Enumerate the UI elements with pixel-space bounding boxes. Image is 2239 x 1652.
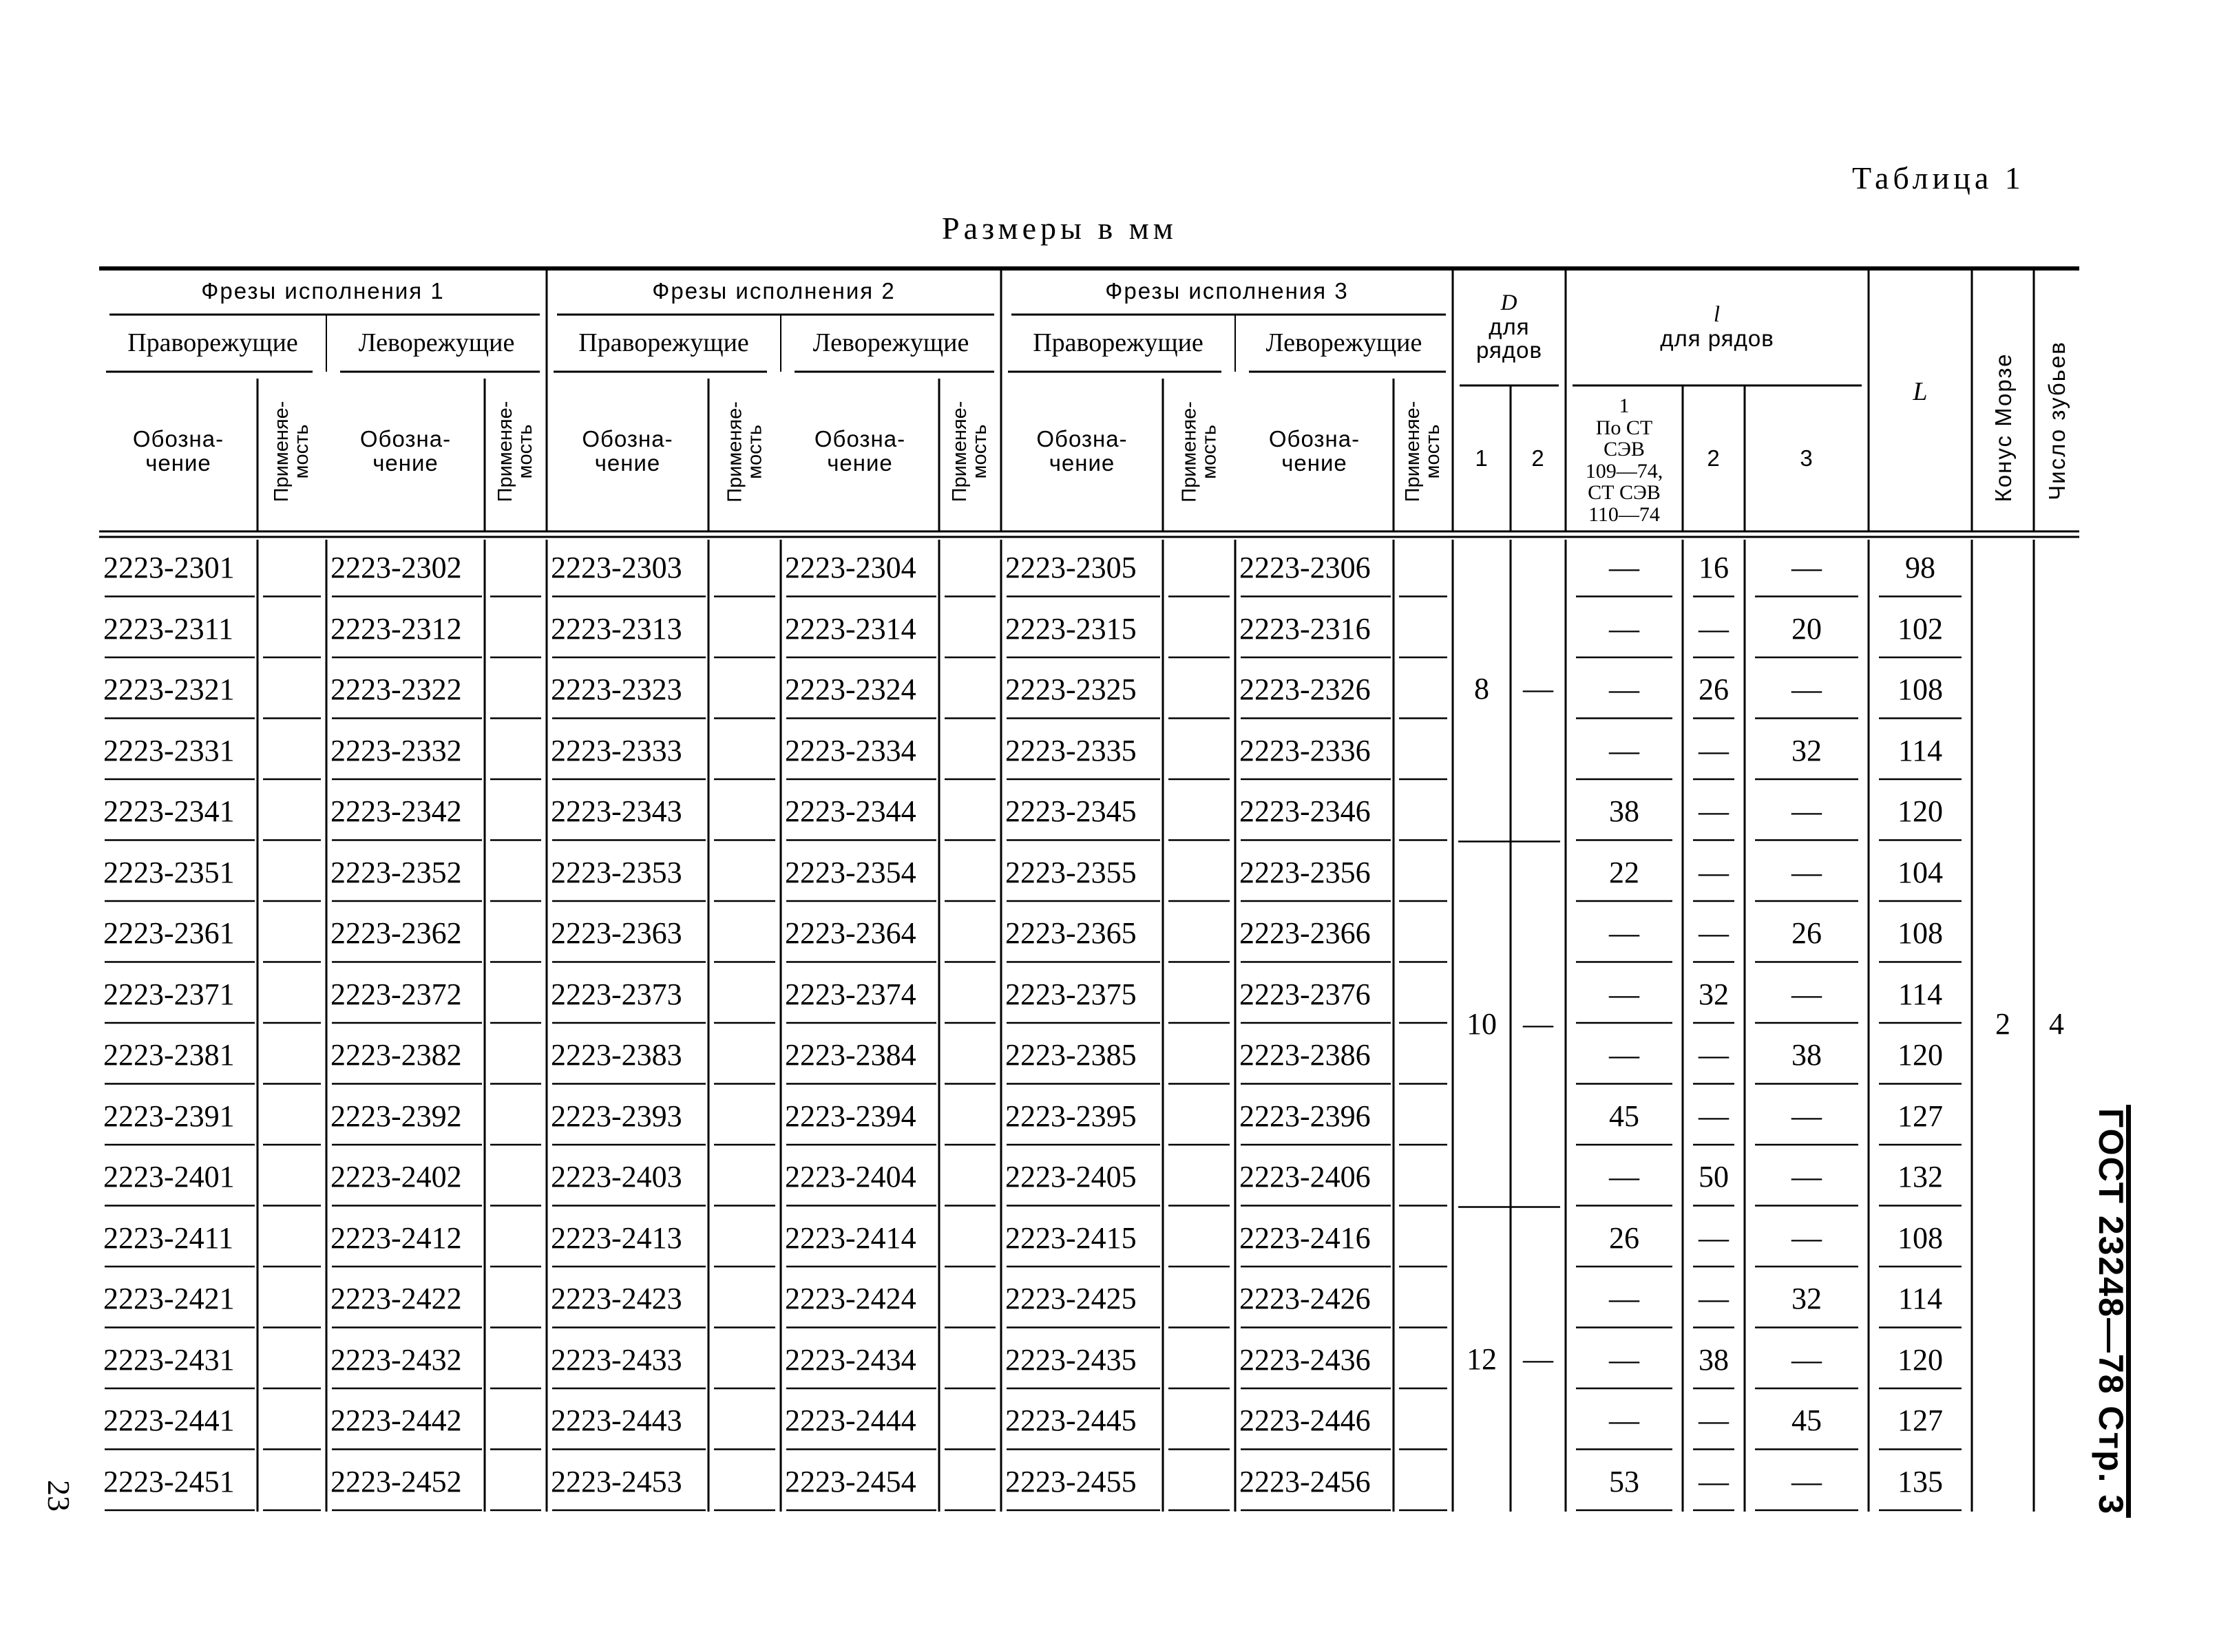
cutter-designation: 2223-2402 <box>330 1160 462 1194</box>
L-value: 108 <box>1898 916 1943 951</box>
cutter-designation: 2223-2441 <box>103 1404 235 1438</box>
cutter-designation: 2223-2364 <box>785 916 916 951</box>
designation-heading: Обозна- чение <box>359 426 452 476</box>
D-row2-value: — <box>1523 1342 1553 1376</box>
cutter-designation: 2223-2433 <box>551 1342 682 1377</box>
cutter-designation: 2223-2436 <box>1239 1342 1371 1377</box>
cutter-designation: 2223-2303 <box>551 551 682 585</box>
cutter-designation: 2223-2332 <box>330 733 462 767</box>
cutter-designation: 2223-2311 <box>103 611 234 646</box>
cutter-designation: 2223-2362 <box>330 916 462 951</box>
cutter-designation: 2223-2396 <box>1239 1099 1371 1133</box>
applicability-heading: Применяе- мость <box>723 401 766 502</box>
applicability-heading: Применяе- мость <box>494 401 536 502</box>
cutter-designation: 2223-2412 <box>330 1220 462 1255</box>
l-row2-heading: 2 <box>1707 445 1721 471</box>
l-row2-value: — <box>1699 1464 1729 1499</box>
l-row3-value: — <box>1791 1099 1822 1133</box>
cutter-designation: 2223-2361 <box>103 916 235 951</box>
L-value: 132 <box>1898 1160 1943 1194</box>
cutter-designation: 2223-2442 <box>330 1404 462 1438</box>
l-row1-value: — <box>1609 1160 1639 1194</box>
cutter-designation: 2223-2324 <box>785 673 916 707</box>
L-value: 108 <box>1898 1220 1943 1255</box>
l-row1-value: 26 <box>1609 1220 1639 1255</box>
l-row1-value: 53 <box>1609 1464 1639 1499</box>
cutter-designation: 2223-2336 <box>1239 733 1371 767</box>
L-value: 114 <box>1898 733 1943 767</box>
cutter-designation: 2223-2425 <box>1005 1282 1137 1316</box>
left-cut-heading: Леворежущие <box>1265 328 1422 357</box>
designation-heading: Обозна- чение <box>1268 426 1360 476</box>
cutter-designation: 2223-2392 <box>330 1099 462 1133</box>
cutter-designation: 2223-2421 <box>103 1282 235 1316</box>
cutter-designation: 2223-2334 <box>785 733 916 767</box>
designation-heading: Обозна- чение <box>132 426 224 476</box>
l-row3-heading: 3 <box>1800 445 1814 471</box>
l-row3-value: 38 <box>1791 1038 1822 1072</box>
D-heading <box>1453 268 1566 385</box>
cutter-designation: 2223-2355 <box>1005 855 1137 889</box>
D-row2-heading: 2 <box>1531 445 1545 471</box>
cutter-designation: 2223-2333 <box>551 733 682 767</box>
l-row2-value: 32 <box>1699 977 1729 1011</box>
L-value: 114 <box>1898 977 1943 1011</box>
teeth-count-heading: Число зубьев <box>2043 341 2070 500</box>
l-row3-value: — <box>1791 977 1822 1011</box>
table-caption: Таблица 1 <box>1852 160 2025 195</box>
cutter-designation: 2223-2342 <box>330 794 462 829</box>
cutter-designation: 2223-2345 <box>1005 794 1137 829</box>
applicability-heading: Применяе- мость <box>271 401 313 502</box>
l-row1-value: — <box>1609 733 1639 767</box>
l-rows-caption: для рядов <box>1660 326 1774 351</box>
group-heading: Фрезы исполнения 1 <box>201 278 445 304</box>
cutter-designation: 2223-2353 <box>551 855 682 889</box>
cutter-designation: 2223-2456 <box>1239 1464 1371 1499</box>
l-row2-value: 16 <box>1699 551 1729 585</box>
l-row2-value: — <box>1699 1404 1729 1438</box>
left-cut-heading: Леворежущие <box>358 328 515 357</box>
l-row3-value: — <box>1791 551 1822 585</box>
cutter-designation: 2223-2304 <box>785 551 916 585</box>
cutter-designation: 2223-2432 <box>330 1342 462 1377</box>
cutter-designation: 2223-2426 <box>1239 1282 1371 1316</box>
l-row3-value: 20 <box>1791 611 1822 646</box>
L-value: 120 <box>1898 1038 1943 1072</box>
l-row3-value: 45 <box>1791 1404 1822 1438</box>
D-row1-value: 12 <box>1467 1342 1497 1376</box>
cutter-designation: 2223-2371 <box>103 977 235 1011</box>
l-row1-value: — <box>1609 1282 1639 1316</box>
l-row1-value: — <box>1609 1038 1639 1072</box>
l-row2-value: — <box>1699 916 1729 951</box>
page-number: 23 <box>41 1480 76 1512</box>
cutter-designation: 2223-2354 <box>785 855 916 889</box>
cutter-designation: 2223-2356 <box>1239 855 1371 889</box>
l-row3-value: 32 <box>1791 1282 1822 1316</box>
l-row1-value: — <box>1609 1404 1639 1438</box>
l-row2-value: — <box>1699 611 1729 646</box>
cutter-designation: 2223-2446 <box>1239 1404 1371 1438</box>
cutter-designation: 2223-2431 <box>103 1342 235 1377</box>
cutter-designation: 2223-2382 <box>330 1038 462 1072</box>
D-row1-value: 8 <box>1474 672 1489 706</box>
cutter-designation: 2223-2391 <box>103 1099 235 1133</box>
l-row3-value: — <box>1791 1342 1822 1377</box>
D-row2-value: — <box>1523 672 1553 706</box>
cutter-designation: 2223-2321 <box>103 673 235 707</box>
cutter-designation: 2223-2331 <box>103 733 235 767</box>
l-row1-value: — <box>1609 673 1639 707</box>
D-row2-value: — <box>1523 1006 1553 1041</box>
l-heading <box>1566 268 1869 385</box>
l-row1-value: 38 <box>1609 794 1639 829</box>
l-row2-value: — <box>1699 794 1729 829</box>
L-heading: L <box>1913 377 1928 407</box>
cutter-designation: 2223-2444 <box>785 1404 916 1438</box>
cutter-designation: 2223-2314 <box>785 611 916 646</box>
l-row2-value: — <box>1699 1038 1729 1072</box>
morse-cone-heading: Конус Морзе <box>1990 352 2016 502</box>
cutter-designation: 2223-2306 <box>1239 551 1371 585</box>
L-value: 120 <box>1898 794 1943 829</box>
l-row3-value: — <box>1791 673 1822 707</box>
left-cut-heading: Леворежущие <box>812 328 969 357</box>
l-row1-value: — <box>1609 977 1639 1011</box>
designation-heading: Обозна- чение <box>582 426 673 476</box>
cutter-designation: 2223-2366 <box>1239 916 1371 951</box>
group-heading: Фрезы исполнения 2 <box>652 278 896 304</box>
cutter-designation: 2223-2372 <box>330 977 462 1011</box>
L-value: 120 <box>1898 1342 1943 1377</box>
cutter-designation: 2223-2393 <box>551 1099 682 1133</box>
l-row1-value: — <box>1609 916 1639 951</box>
D-rows-caption: для рядов <box>1476 313 1542 363</box>
group-heading: Фрезы исполнения 3 <box>1105 278 1349 304</box>
cutter-designation: 2223-2305 <box>1005 551 1137 585</box>
cutter-designation: 2223-2405 <box>1005 1160 1137 1194</box>
l-row2-value: — <box>1699 855 1729 889</box>
cutter-designation: 2223-2422 <box>330 1282 462 1316</box>
L-value: 98 <box>1905 551 1935 585</box>
cutter-designation: 2223-2351 <box>103 855 235 889</box>
l-row3-value: 32 <box>1791 733 1822 767</box>
l-row1-value: — <box>1609 611 1639 646</box>
applicability-heading: Применяе- мость <box>949 401 991 502</box>
l-row1-value: 45 <box>1609 1099 1639 1133</box>
cutter-designation: 2223-2302 <box>330 551 462 585</box>
cutter-designation: 2223-2423 <box>551 1282 682 1316</box>
cutter-designation: 2223-2395 <box>1005 1099 1137 1133</box>
applicability-heading: Применяе- мость <box>1177 401 1220 502</box>
cutter-designation: 2223-2394 <box>785 1099 916 1133</box>
cutter-designation: 2223-2352 <box>330 855 462 889</box>
cutter-designation: 2223-2346 <box>1239 794 1371 829</box>
l-symbol: l <box>1713 302 1721 328</box>
cutter-designation: 2223-2363 <box>551 916 682 951</box>
cutter-designation: 2223-2316 <box>1239 611 1371 646</box>
l-row2-value: — <box>1699 1099 1729 1133</box>
cutter-designation: 2223-2301 <box>103 551 235 585</box>
l-row3-value: — <box>1791 1464 1822 1499</box>
morse-cone-value: 2 <box>1995 1006 2010 1041</box>
l-row1-value: — <box>1609 551 1639 585</box>
cutter-designation: 2223-2434 <box>785 1342 916 1377</box>
cutter-designation: 2223-2455 <box>1005 1464 1137 1499</box>
cutter-designation: 2223-2385 <box>1005 1038 1137 1072</box>
teeth-count-value: 4 <box>2049 1006 2064 1041</box>
L-value: 127 <box>1898 1404 1943 1438</box>
cutter-designation: 2223-2443 <box>551 1404 682 1438</box>
right-cut-heading: Праворежущие <box>1033 328 1203 357</box>
designation-heading: Обозна- чение <box>1036 426 1128 476</box>
cutter-designation: 2223-2435 <box>1005 1342 1137 1377</box>
cutter-designation: 2223-2383 <box>551 1038 682 1072</box>
cutter-designation: 2223-2341 <box>103 794 235 829</box>
cutter-designation: 2223-2403 <box>551 1160 682 1194</box>
cutter-designation: 2223-2401 <box>103 1160 235 1194</box>
cutter-designation: 2223-2315 <box>1005 611 1137 646</box>
cutter-designation: 2223-2424 <box>785 1282 916 1316</box>
cutter-designation: 2223-2343 <box>551 794 682 829</box>
cutter-designation: 2223-2322 <box>330 673 462 707</box>
cutter-designation: 2223-2414 <box>785 1220 916 1255</box>
standard-page-title: ГОСТ 23248—78 Стр. 3 <box>2092 1108 2130 1516</box>
cutter-designation: 2223-2451 <box>103 1464 235 1499</box>
l-row2-value: 38 <box>1699 1342 1729 1377</box>
cutter-designation: 2223-2415 <box>1005 1220 1137 1255</box>
cutter-designation: 2223-2344 <box>785 794 916 829</box>
cutter-designation: 2223-2313 <box>551 611 682 646</box>
l-row2-value: — <box>1699 1220 1729 1255</box>
D-row1-value: 10 <box>1467 1006 1497 1041</box>
L-value: 127 <box>1898 1099 1943 1133</box>
cutter-designation: 2223-2365 <box>1005 916 1137 951</box>
cutter-designation: 2223-2416 <box>1239 1220 1371 1255</box>
l-row3-value: — <box>1791 1160 1822 1194</box>
l-row3-value: — <box>1791 1220 1822 1255</box>
cutter-designation: 2223-2326 <box>1239 673 1371 707</box>
l-row2-value: 26 <box>1699 673 1729 707</box>
cutter-designation: 2223-2413 <box>551 1220 682 1255</box>
cutter-designation: 2223-2323 <box>551 673 682 707</box>
cutter-designation: 2223-2452 <box>330 1464 462 1499</box>
cutter-designation: 2223-2381 <box>103 1038 235 1072</box>
right-cut-heading: Праворежущие <box>578 328 749 357</box>
cutter-designation: 2223-2373 <box>551 977 682 1011</box>
l-row2-value: — <box>1699 733 1729 767</box>
cutter-designation: 2223-2335 <box>1005 733 1137 767</box>
D-row1-heading: 1 <box>1475 445 1489 471</box>
L-value: 108 <box>1898 673 1943 707</box>
L-value: 135 <box>1898 1464 1943 1499</box>
L-value: 102 <box>1898 611 1943 646</box>
D-symbol: D <box>1500 290 1518 316</box>
cutter-designation: 2223-2325 <box>1005 673 1137 707</box>
l-row1-value: 22 <box>1609 855 1639 889</box>
cutter-designation: 2223-2406 <box>1239 1160 1371 1194</box>
cutter-designation: 2223-2375 <box>1005 977 1137 1011</box>
cutter-designation: 2223-2312 <box>330 611 462 646</box>
cutter-designation: 2223-2445 <box>1005 1404 1137 1438</box>
l-row3-value: — <box>1791 855 1822 889</box>
l-row3-value: — <box>1791 794 1822 829</box>
cutter-designation: 2223-2454 <box>785 1464 916 1499</box>
l-row2-value: 50 <box>1699 1160 1729 1194</box>
cutter-designation: 2223-2453 <box>551 1464 682 1499</box>
units-note: Размеры в мм <box>942 211 1177 246</box>
cutter-designation: 2223-2376 <box>1239 977 1371 1011</box>
cutter-designation: 2223-2404 <box>785 1160 916 1194</box>
l-row1-value: — <box>1609 1342 1639 1377</box>
l-row2-value: — <box>1699 1282 1729 1316</box>
cutter-designation: 2223-2411 <box>103 1220 234 1255</box>
cutter-designation: 2223-2384 <box>785 1038 916 1072</box>
l-row3-value: 26 <box>1791 916 1822 951</box>
L-value: 114 <box>1898 1282 1943 1316</box>
cutter-designation: 2223-2374 <box>785 977 916 1011</box>
L-value: 104 <box>1898 855 1943 889</box>
cutter-designation: 2223-2386 <box>1239 1038 1371 1072</box>
right-cut-heading: Праворежущие <box>127 328 298 357</box>
designation-heading: Обозна- чение <box>814 426 906 476</box>
applicability-heading: Применяе- мость <box>1402 401 1444 502</box>
l-row1-heading: 1 По СТ СЭВ 109—74, СТ СЭВ 110—74 <box>1585 394 1663 526</box>
dimensions-table <box>99 263 2079 1514</box>
